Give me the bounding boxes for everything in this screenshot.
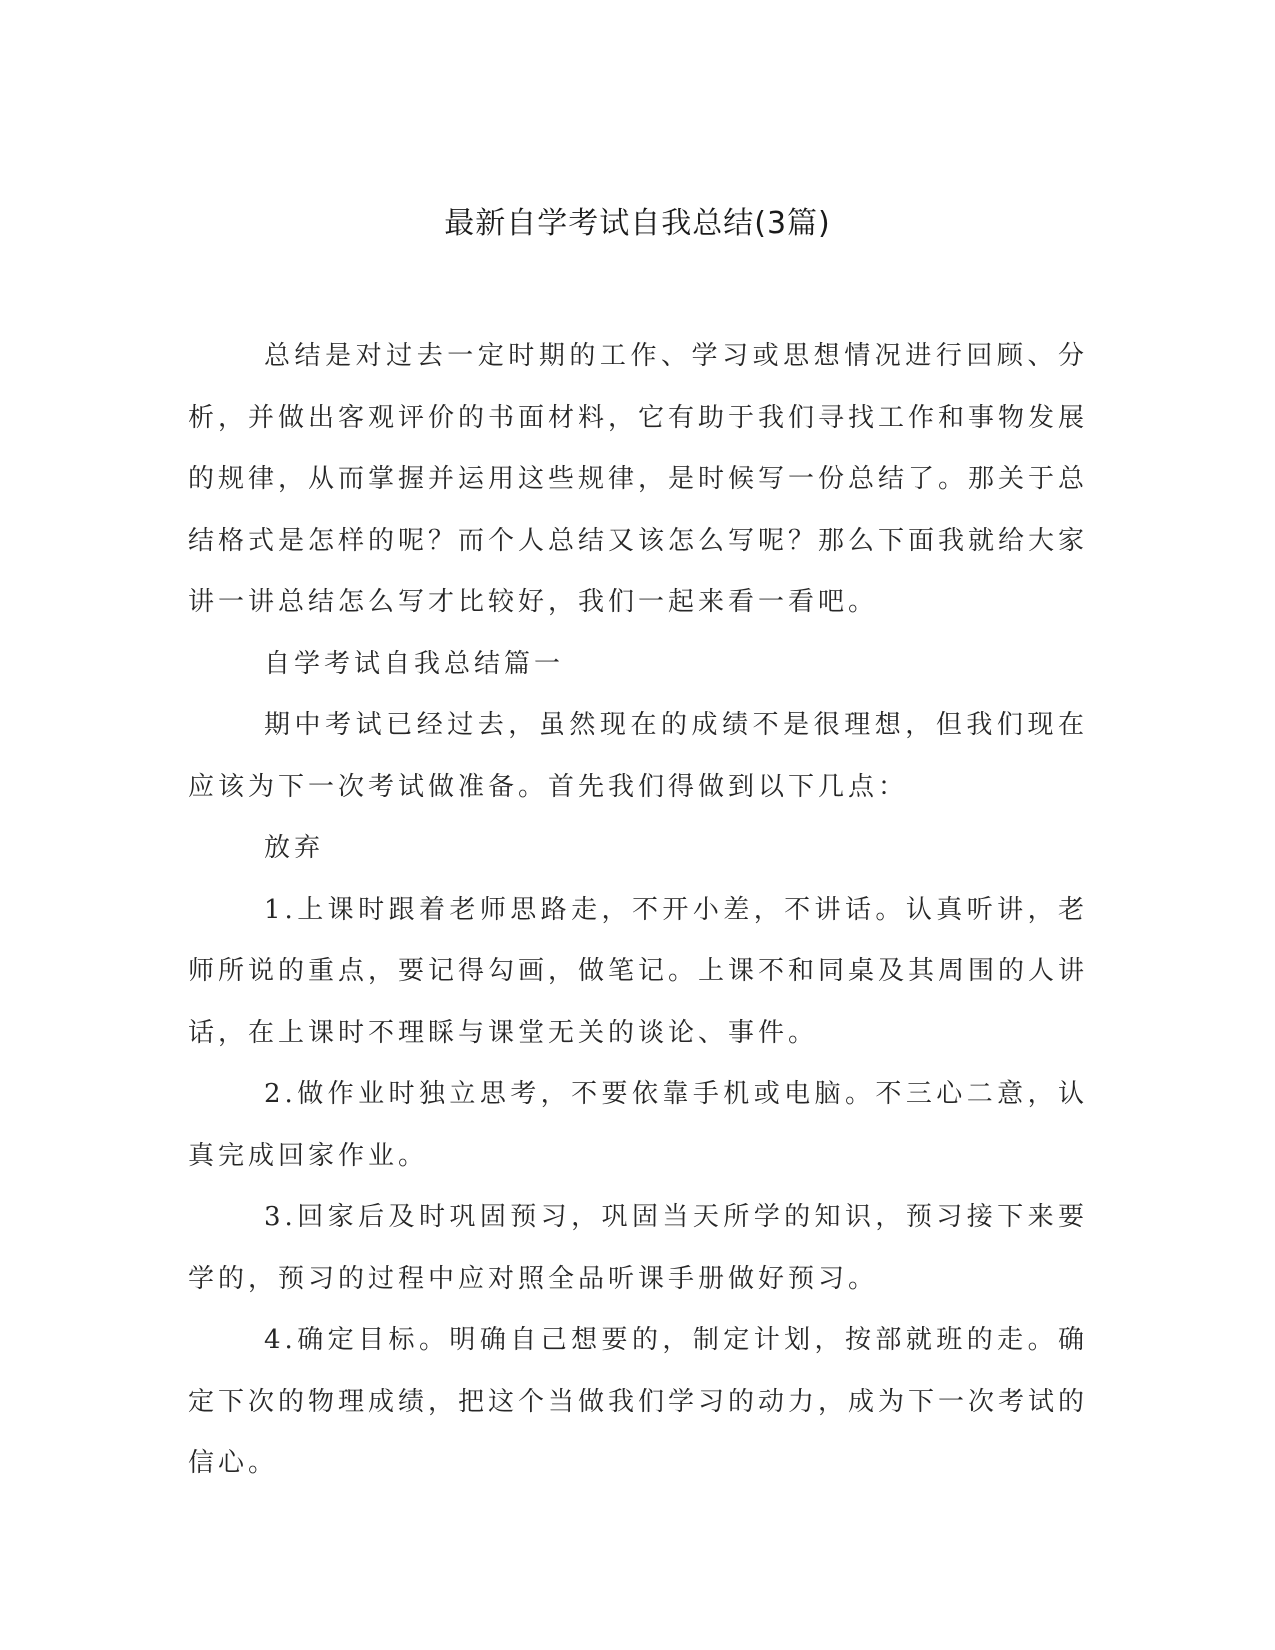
intro-paragraph: 总结是对过去一定时期的工作、学习或思想情况进行回顾、分析，并做出客观评价的书面材料，它有助于我们寻找工作和事物发展的规律，从而掌握并运用这些规律，是时候写一份总结了。那关于总结格式是怎样的呢？而个人总结又该怎么写呢？那么下面我就给大家讲一讲总结怎么写才比较好，我们一起来看一看吧。 [188,341,1089,617]
document-body [188,326,1088,1495]
section-heading: 自学考试自我总结篇一 [264,648,565,679]
list-item: 2.做作业时独立思考，不要依靠手机或电脑。不三心二意，认真完成回家作业。 [188,1079,1088,1171]
list-item: 1.上课时跟着老师思路走，不开小差，不讲话。认真听讲，老师所说的重点，要记得勾画，做笔记。上课不和同桌及其周围的人讲话，在上课时不理睬与课堂无关的谈论、事件。 [188,894,1089,1048]
document-title: 最新自学考试自我总结(3篇) [444,206,831,241]
paragraph: 期中考试已经过去，虽然现在的成绩不是很理想，但我们现在应该为下一次考试做准备。首先我们得做到以下几点： [188,710,1088,802]
list-item: 3.回家后及时巩固预习，巩固当天所学的知识，预习接下来要学的，预习的过程中应对照全品听课手册做好预习。 [188,1202,1088,1294]
list-item: 4.确定目标。明确自己想要的，制定计划，按部就班的走。确定下次的物理成绩，把这个当做我们学习的动力，成为下一次考试的信心。 [188,1325,1089,1478]
sub-heading: 放弃 [264,833,325,863]
